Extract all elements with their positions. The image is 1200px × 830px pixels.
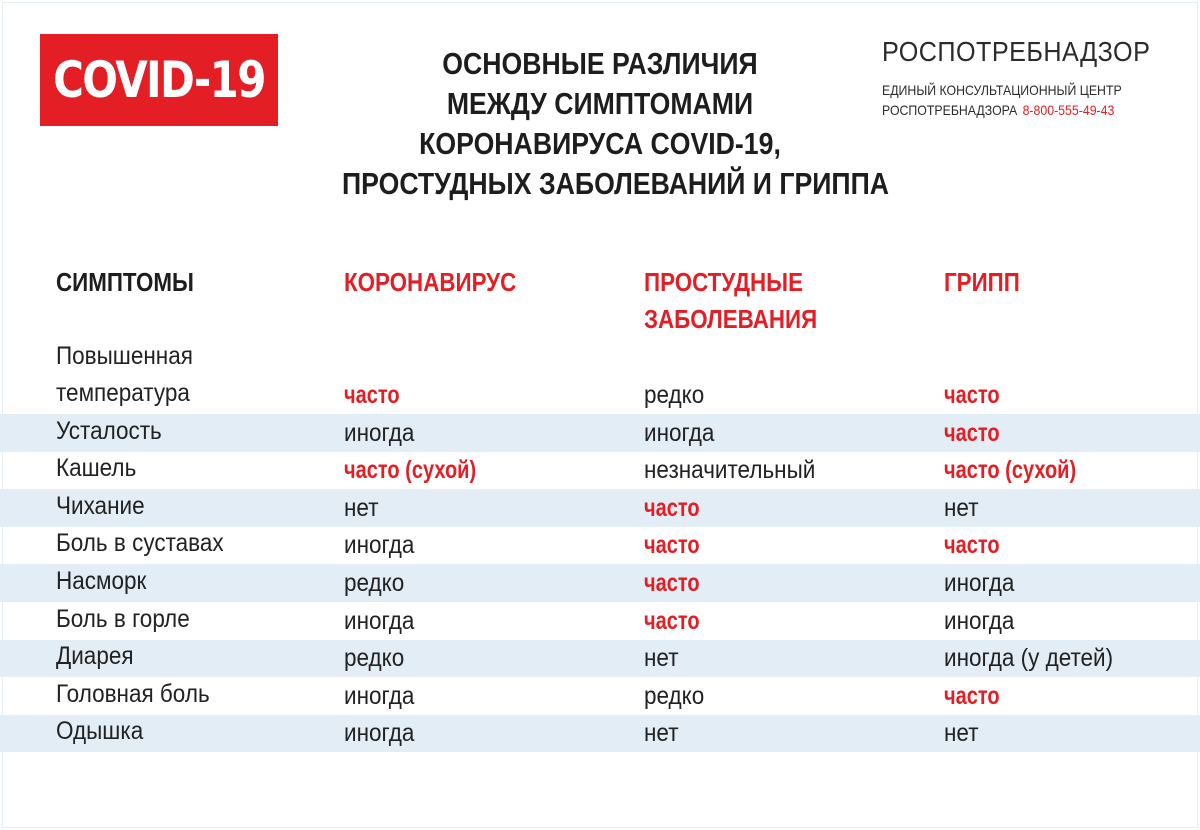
cold-cell: иногда [644, 418, 715, 447]
cold-cell: нет [644, 644, 679, 673]
covid-cell: иногда [344, 418, 415, 447]
covid-cell: иногда [344, 681, 415, 710]
flu-cell: часто [944, 418, 1000, 447]
flu-cell: иногда [944, 568, 1015, 597]
header-symptoms: СИМПТОМЫ [56, 267, 194, 297]
covid-cell: нет [344, 493, 379, 522]
symptom-cell [56, 450, 136, 487]
table-row [0, 527, 1200, 565]
symptom-cell [56, 638, 134, 675]
page-title [300, 44, 900, 204]
title-line-1: ОСНОВНЫЕ РАЗЛИЧИЯ [442, 46, 758, 81]
flu-cell: часто [944, 381, 1000, 409]
covid-cell: иногда [344, 531, 415, 560]
flu-cell: нет [944, 719, 979, 748]
covid-cell: редко [344, 568, 405, 597]
agency-line-2-text: РОСПОТРЕБНАДЗОРА [882, 102, 1018, 118]
flu-cell: часто (сухой) [944, 456, 1077, 485]
title-line-4: ПРОСТУДНЫХ ЗАБОЛЕВАНИЙ И ГРИППА [342, 166, 890, 201]
symptom-cell [56, 525, 224, 562]
symptom-cell [56, 713, 143, 750]
header-flu: ГРИПП [944, 267, 1020, 297]
cold-cell: часто [644, 606, 700, 635]
agency-line-1: ЕДИНЫЙ КОНСУЛЬТАЦИОННЫЙ ЦЕНТР [882, 82, 1122, 98]
symptom-line-1: Повышенная [56, 342, 193, 370]
table-row [0, 640, 1200, 678]
flu-cell: нет [944, 493, 979, 522]
symptom-text: Одышка [56, 717, 144, 746]
title-line-2: МЕЖДУ СИМПТОМАМИ [446, 86, 754, 121]
symptom-text: Усталость [56, 416, 162, 445]
header-covid: КОРОНАВИРУС [344, 267, 517, 297]
hotline-phone: 8-800-555-49-43 [1022, 102, 1115, 118]
table-row [0, 564, 1200, 602]
symptom-text: Кашель [56, 454, 137, 483]
symptom-cell [56, 338, 193, 412]
cold-cell: часто [644, 568, 700, 597]
agency-line-2 [882, 100, 1146, 120]
symptom-cell [56, 413, 162, 450]
header-cold [644, 264, 817, 338]
table-row [0, 340, 1200, 414]
table-row [0, 452, 1200, 490]
symptom-cell [56, 488, 145, 525]
table-row [0, 602, 1200, 640]
symptom-table-body [0, 340, 1200, 752]
symptom-text: Диарея [56, 642, 134, 671]
symptom-text: Боль в горле [56, 604, 190, 633]
table-row [0, 414, 1200, 452]
symptom-cell [56, 563, 146, 600]
covid-badge [40, 34, 278, 126]
flu-cell: часто [944, 681, 1000, 710]
symptom-cell [56, 601, 190, 638]
symptom-cell [56, 676, 210, 713]
title-line-3: КОРОНАВИРУСА COVID-19, [419, 126, 781, 161]
cold-cell: нет [644, 719, 679, 748]
header-cold-line-2: ЗАБОЛЕВАНИЯ [644, 304, 818, 334]
covid-cell: редко [344, 644, 405, 673]
covid-cell: часто (сухой) [344, 456, 477, 485]
symptom-text: Головная боль [56, 679, 210, 708]
table-header [0, 264, 1200, 344]
header-cold-line-1: ПРОСТУДНЫЕ [644, 267, 803, 297]
agency-name: РОСПОТРЕБНАДЗОР [882, 36, 1151, 67]
covid-cell: часто [344, 381, 400, 409]
covid-cell: иногда [344, 719, 415, 748]
flu-cell: иногда [944, 606, 1015, 635]
symptom-text: Боль в суставах [56, 529, 224, 558]
covid-badge-text: COVID-19 [53, 51, 265, 109]
symptom-text: температура [56, 379, 190, 407]
cold-cell: редко [644, 381, 705, 409]
table-row [0, 715, 1200, 753]
agency-block [882, 36, 1182, 120]
symptom-text: Насморк [56, 566, 147, 595]
cold-cell: редко [644, 681, 705, 710]
table-row [0, 489, 1200, 527]
flu-cell: часто [944, 531, 1000, 560]
cold-cell: часто [644, 531, 700, 560]
table-row [0, 677, 1200, 715]
cold-cell: незначительный [644, 456, 816, 485]
symptom-text: Чихание [56, 491, 145, 520]
covid-cell: иногда [344, 606, 415, 635]
cold-cell: часто [644, 493, 700, 522]
flu-cell: иногда (у детей) [944, 644, 1114, 673]
